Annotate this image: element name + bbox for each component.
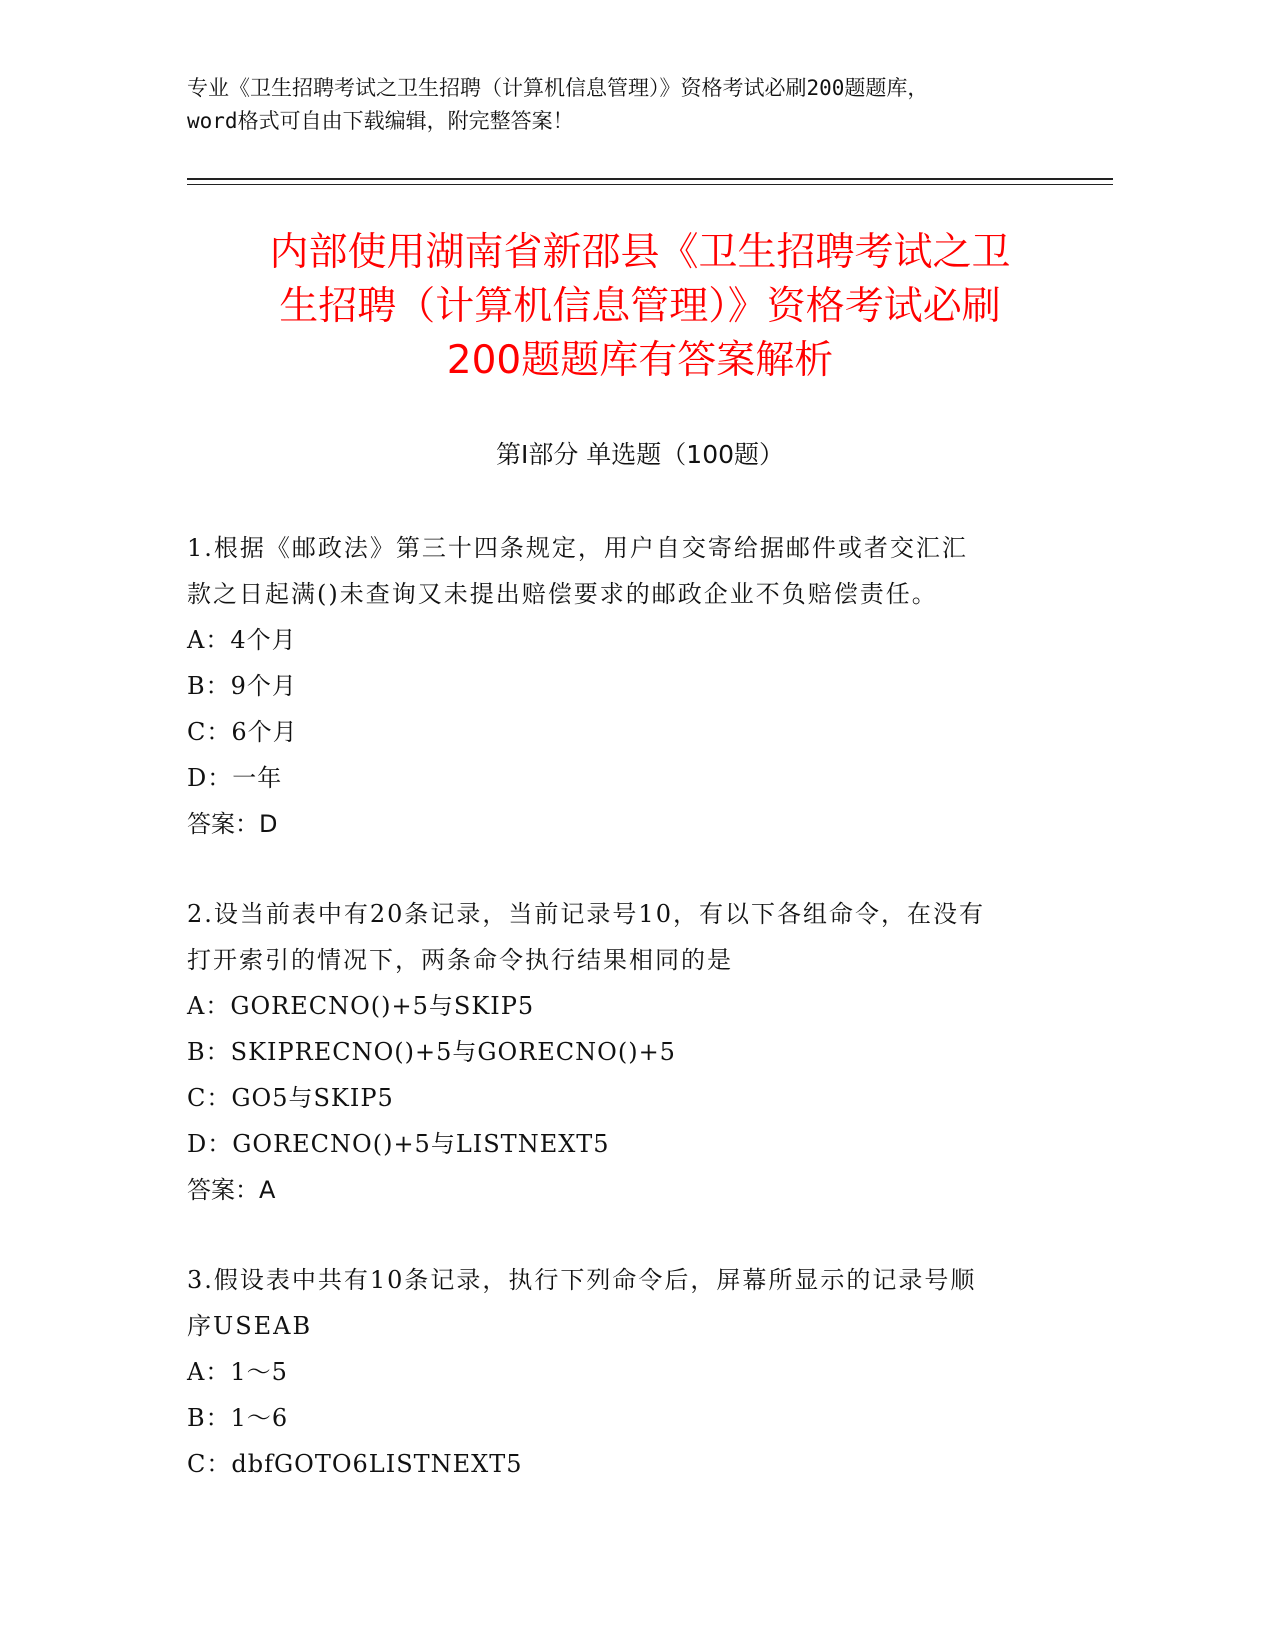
question-1 <box>187 525 1087 847</box>
section-title: 第Ⅰ部分 单选题（100题） <box>495 440 785 469</box>
header-rule-thin <box>187 184 1113 185</box>
question-stem-line: 3.假设表中共有10条记录，执行下列命令后，屏幕所显示的记录号顺 <box>187 1266 977 1294</box>
header-rule-thick <box>187 178 1113 180</box>
title-line-1: 内部使用湖南省新邵县《卫生招聘考试之卫 <box>269 230 1011 275</box>
question-3 <box>187 1257 1087 1487</box>
question-stem-line: 1.根据《邮政法》第三十四条规定，用户自交寄给据邮件或者交汇汇 <box>187 534 968 562</box>
option-b: B：9个月 <box>187 672 297 700</box>
document-title <box>180 226 1100 388</box>
question-stem-line: 打开索引的情况下，两条命令执行结果相同的是 <box>187 946 733 974</box>
option-c: C：dbfGOTO6LISTNEXT5 <box>187 1450 523 1478</box>
header-note <box>187 72 1107 138</box>
answer-line: 答案：D <box>187 810 278 838</box>
option-c: C：6个月 <box>187 718 298 746</box>
title-line-3: 200题题库有答案解析 <box>446 338 834 383</box>
option-a: A：GORECNO()+5与SKIP5 <box>187 992 535 1020</box>
question-stem-line: 2.设当前表中有20条记录，当前记录号10，有以下各组命令，在没有 <box>187 900 985 928</box>
option-c: C：GO5与SKIP5 <box>187 1084 394 1112</box>
option-a: A：1～5 <box>187 1358 288 1386</box>
option-d: D：一年 <box>187 764 283 792</box>
title-line-2: 生招聘（计算机信息管理）》资格考试必刷 <box>279 284 1001 329</box>
option-b: B：1～6 <box>187 1404 289 1432</box>
question-2 <box>187 891 1087 1213</box>
question-stem-line: 款之日起满()未查询又未提出赔偿要求的邮政企业不负赔偿责任。 <box>187 580 938 608</box>
option-b: B：SKIPRECNO()+5与GORECNO()+5 <box>187 1038 676 1066</box>
question-list <box>187 525 1087 1531</box>
question-stem-line: 序USEAB <box>187 1312 313 1340</box>
option-a: A：4个月 <box>187 626 297 654</box>
answer-line: 答案：A <box>187 1176 276 1204</box>
option-d: D：GORECNO()+5与LISTNEXT5 <box>187 1130 610 1158</box>
header-note-line-1: 专业《卫生招聘考试之卫生招聘（计算机信息管理）》资格考试必刷200题题库， <box>187 76 929 100</box>
header-note-line-2: word格式可自由下载编辑，附完整答案！ <box>187 109 574 133</box>
